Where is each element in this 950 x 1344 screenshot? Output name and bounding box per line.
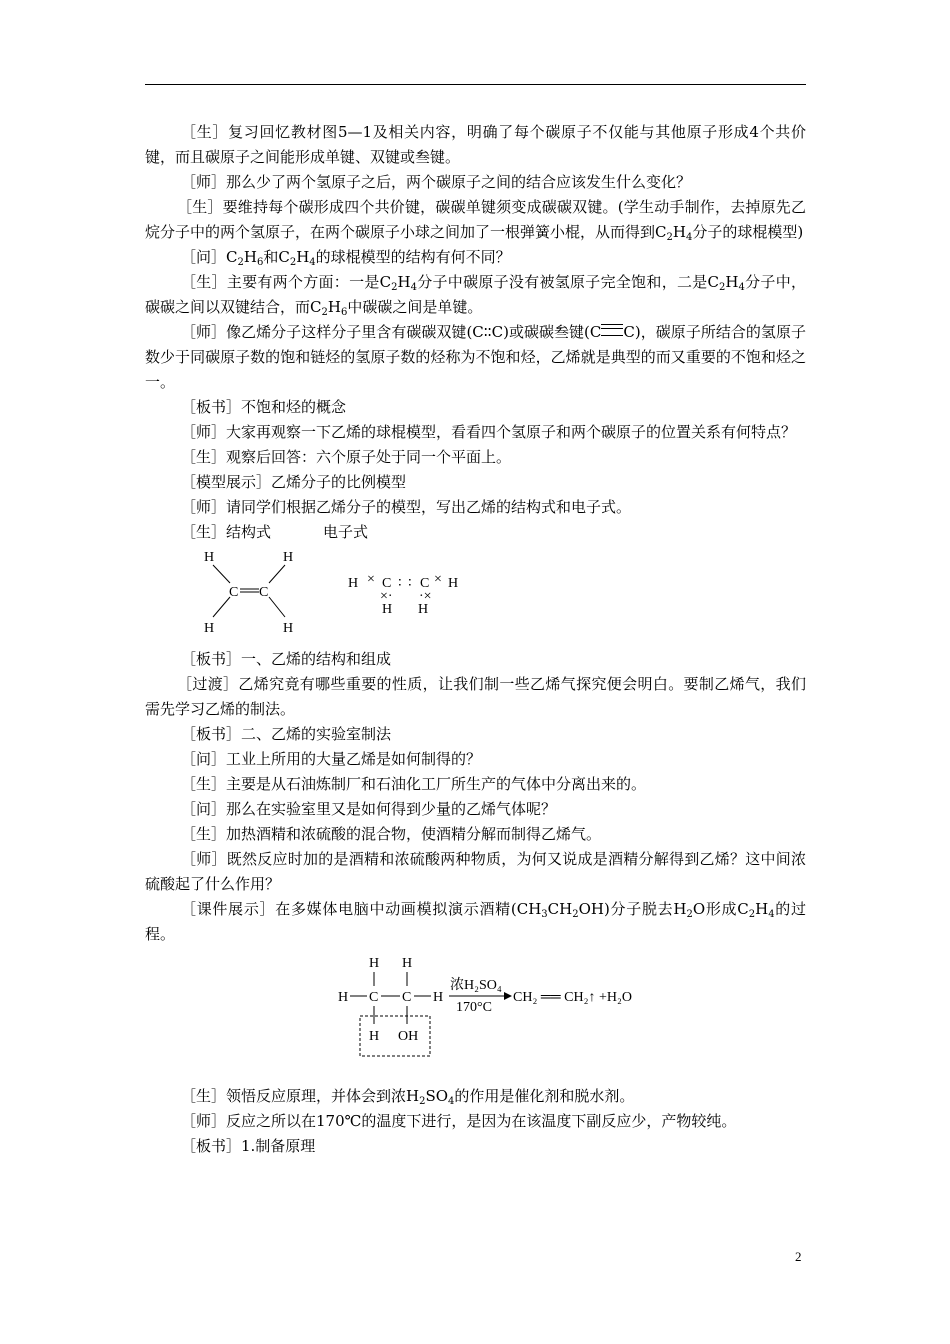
- paragraph: ［师］反应之所以在170℃的温度下进行，是因为在该温度下副反应少，产物较纯。: [181, 1112, 737, 1130]
- struct-atom-c: C: [229, 585, 239, 600]
- paragraph: ［生］主要有两个方面：一是$C_2H_4$分子中碳原子没有被氢原子完全饱和，二是$C_2H_4$分子中，碳碳之间以双键结合，而$C_2H_6$中碳碳之间是单键。: [145, 273, 806, 318]
- lewis-dot: ×: [434, 572, 442, 587]
- paragraph: ［师］那么少了两个氢原子之后，两个碳原子之间的结合应该发生什么变化？: [181, 173, 692, 191]
- paragraph: ［模型展示］乙烯分子的比例模型: [181, 473, 407, 491]
- rxn-atom-c: C: [369, 990, 379, 1005]
- rxn-group-oh: OH: [398, 1029, 419, 1044]
- rxn-condition-temperature: 170°C: [456, 1000, 492, 1015]
- paragraph: ［生］结构式 电子式: [181, 523, 369, 541]
- lewis-atom-h: H: [382, 602, 393, 617]
- lewis-atom-c: C: [420, 576, 430, 591]
- paragraph: ［师］请同学们根据乙烯分子的模型，写出乙烯的结构式和电子式。: [181, 498, 632, 516]
- page-number: 2: [795, 1249, 802, 1264]
- paragraph: ［板书］1.制备原理: [181, 1137, 316, 1155]
- paragraph: ［师］既然反应时加的是酒精和浓硫酸两种物质，为何又说成是酒精分解得到乙烯？这中间浓硫酸起了什么作用？: [145, 850, 806, 893]
- struct-atom-c: C: [259, 585, 269, 600]
- rxn-atom-h: H: [433, 990, 444, 1005]
- lewis-dot: ×: [367, 572, 375, 587]
- triple-bond-symbol: [601, 324, 623, 336]
- paragraph: ［生］复习回忆教材图5—1及相关内容，明确了每个碳原子不仅能与其他原子形成4个共价键，而且碳原子之间能形成单键、双键或叁键。: [145, 123, 806, 166]
- paragraph: ［过渡］乙烯究竟有哪些重要的性质，让我们制一些乙烯气探究便会明白。要制乙烯气，我们需先学习乙烯的制法。: [145, 675, 806, 718]
- paragraph: ［生］观察后回答：六个原子处于同一个平面上。: [181, 448, 512, 466]
- paragraph: ［生］要维持每个碳形成四个共价键，碳碳单键须变成碳碳双键。(学生动手制作，去掉原先乙烷分子中的两个氢原子，在两个碳原子小球之间加了一根弹簧小棍，从而得到$C_2H_4$分子的球棍模型): [145, 198, 806, 243]
- lewis-atom-c: C: [382, 576, 392, 591]
- struct-atom-h: H: [204, 621, 215, 636]
- struct-atom-h: H: [283, 621, 294, 636]
- rxn-atom-c: C: [402, 990, 412, 1005]
- ethylene-structure-figures: [145, 547, 806, 639]
- struct-atom-h: H: [283, 550, 294, 565]
- lewis-dot: ∶: [408, 576, 412, 591]
- ethanol-dehydration-equation: [338, 951, 658, 1071]
- rxn-condition-catalyst: 浓H₂SO₄: [450, 978, 502, 993]
- lewis-atom-h: H: [418, 602, 429, 617]
- paragraph: ［师］大家再观察一下乙烯的球棍模型，看看四个氢原子和两个碳原子的位置关系有何特点？: [181, 423, 797, 441]
- lewis-dot: ·×: [419, 589, 432, 604]
- struct-atom-h: H: [204, 550, 215, 565]
- paragraph: ［生］主要是从石油炼制厂和石油化工厂所生产的气体中分离出来的。: [181, 775, 647, 793]
- document-body: [145, 120, 806, 1159]
- paragraph: ［课件展示］在多媒体电脑中动画模拟演示酒精$(CH_3CH_2OH)$分子脱去$H_2O$形成$C_2H_4$的过程。: [145, 900, 806, 943]
- header-rule: [145, 84, 806, 85]
- rxn-product: CH₂ ══ CH₂↑ +H₂O: [513, 990, 632, 1005]
- paragraph: ［板书］不饱和烃的概念: [181, 398, 347, 416]
- paragraph: ［生］加热酒精和浓硫酸的混合物，使酒精分解而制得乙烯气。: [181, 825, 602, 843]
- lewis-dot: ∶: [398, 576, 402, 591]
- rxn-atom-h: H: [402, 956, 413, 971]
- paragraph: ［问］那么在实验室里又是如何得到少量的乙烯气体呢？: [181, 800, 557, 818]
- structural-formula: [195, 547, 335, 639]
- paragraph: ［生］领悟反应原理，并体会到浓$H_2SO_4$的作用是催化剂和脱水剂。: [181, 1087, 635, 1107]
- paragraph: ［问］工业上所用的大量乙烯是如何制得的？: [181, 750, 482, 768]
- rxn-atom-h: H: [369, 1029, 380, 1044]
- lewis-atom-h: H: [348, 576, 359, 591]
- reaction-diagram: [145, 951, 806, 1076]
- paragraph: ［板书］一、乙烯的结构和组成: [181, 650, 392, 668]
- lewis-atom-h: H: [448, 576, 459, 591]
- paragraph: ［问$]C_2H_6$和$C_2H_4$的球棍模型的结构有何不同？: [181, 248, 511, 268]
- rxn-atom-h: H: [338, 990, 349, 1005]
- paragraph: ［板书］二、乙烯的实验室制法: [181, 725, 392, 743]
- electron-formula: [345, 547, 475, 639]
- rxn-atom-h: H: [369, 956, 380, 971]
- lewis-dot: ×·: [380, 589, 393, 604]
- paragraph: ［师］像乙烯分子这样分子里含有碳碳双键(C∶∶C)或碳碳叁键(C C)，碳原子所结合的氢原子数少于同碳原子数的饱和链烃的氢原子数的烃称为不饱和烃，乙烯就是典型的而又重要的不饱和烃之一。: [145, 323, 806, 391]
